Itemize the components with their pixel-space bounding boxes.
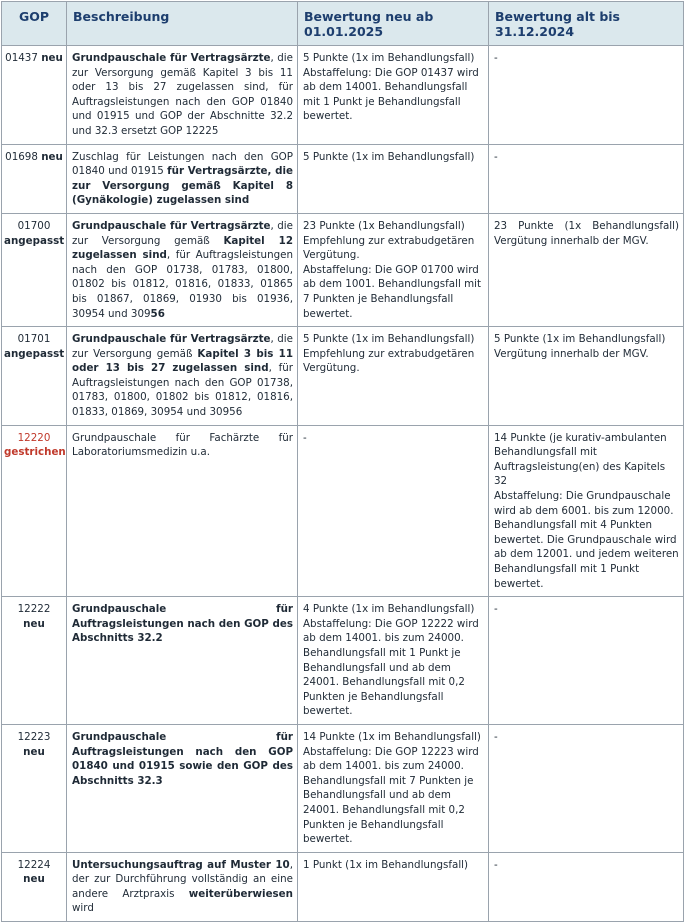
description-text: Grundpauschale für Fachärzte für Laboratoriumsmedizin u.a. <box>72 431 293 459</box>
bewertung-alt-cell: - <box>489 597 684 725</box>
gop-cell <box>2 213 67 326</box>
gop-cell <box>2 724 67 852</box>
gop-code: 12224 <box>17 858 51 871</box>
bewertung-neu-cell: 5 Punkte (1x im Behandlungsfall) Abstaffelung: Die GOP 01437 wird ab dem 14001. Behandlungsfall mit 1 Punkt je Behandlungsfall bewertet. <box>298 46 489 145</box>
bewertung-neu-cell: 23 Punkte (1x Behandlungsfall) Empfehlung zur extrabudgetären Vergütung. Abstaffelung: Die GOP 01700 wird ab dem 1001. Behandlungsfall mit 7 Punkten je Behandlungsfall bewertet. <box>298 213 489 326</box>
table-header <box>2 2 684 46</box>
gop-status: angepasst <box>4 347 65 360</box>
gop-table <box>1 1 684 922</box>
gop-status: neu <box>23 745 45 758</box>
table-row <box>2 144 684 213</box>
description-cell <box>67 724 298 852</box>
description-cell <box>67 144 298 213</box>
gop-code: 12220 <box>17 431 51 444</box>
bewertung-alt-cell: - <box>489 144 684 213</box>
header-bewertung-neu: Bewertung neu ab 01.01.2025 <box>298 2 489 46</box>
gop-status: angepasst <box>4 234 65 247</box>
gop-code: 01700 <box>17 219 51 232</box>
description-bold-text: Kapitel 12 zugelassen sind <box>72 234 293 262</box>
bewertung-neu-cell: 1 Punkt (1x im Behandlungsfall) <box>298 852 489 921</box>
table-row <box>2 852 684 921</box>
gop-code: 12223 <box>17 730 51 743</box>
gop-code: 12222 <box>17 603 51 616</box>
gop-cell <box>2 425 67 597</box>
description-bold-text: Grundpauschale für Vertragsärzte <box>72 52 271 64</box>
gop-cell <box>2 46 67 145</box>
description-text: Zuschlag für Leistungen nach den GOP 01840 und 01915 <box>72 150 293 178</box>
description-bold-text: Grundpauschale für Vertragsärzte <box>72 219 271 232</box>
header-gop: GOP <box>2 2 67 46</box>
description-text: , für Auftragsleistungen nach den GOP 01738, 01783, 01800, 01802 bis 01812, 01816, 01833, 01869, 30954 und 30956 <box>72 362 293 419</box>
description-cell <box>67 327 298 426</box>
description-bold-text: für Vertragsärzte, die zur Versorgung gemäß Kapitel 8 (Gynäkologie) zugelassen sind <box>72 165 294 207</box>
gop-cell <box>2 327 67 426</box>
gop-code: 01701 <box>17 333 51 346</box>
header-beschreibung: Beschreibung <box>67 2 298 46</box>
table-row <box>2 724 684 852</box>
bewertung-neu-cell: 5 Punkte (1x im Behandlungsfall) Empfehlung zur extrabudgetären Vergütung. <box>298 327 489 426</box>
description-cell <box>67 425 298 597</box>
description-text: , die zur Versorgung gemäß Kapitel 3 bis 11 oder 13 bis 27 zugelassen sind, für Auftragsleistungen nach den GOP 01840 und 01915 und GOP der Abschnitte 32.2 und 32.3 ersetzt GOP 12225 <box>72 52 294 137</box>
gop-code: 01698 <box>5 150 38 163</box>
bewertung-alt-cell: 23 Punkte (1x Behandlungsfall) Vergütung innerhalb der MGV. <box>489 213 684 326</box>
gop-cell <box>2 597 67 725</box>
gop-cell <box>2 144 67 213</box>
table-row <box>2 425 684 597</box>
description-text: , für Auftragsleistungen nach den GOP 01738, 01783, 01800, 01802 bis 01812, 01816, 01833, 01865 bis 01867, 01869, 01930 bis 01936, 30954 und 309 <box>72 249 293 320</box>
bewertung-alt-cell: 14 Punkte (je kurativ-ambulanten Behandlungsfall mit Auftragsleistung(en) des Kapitels 32 Abstaffelung: Die Grundpauschale wird ab dem 6001. bis zum 12000. Behandlungsfall mit 4 Punkten bewertet. Die Grundpauschale wird ab dem 12001. und jedem weiteren Behandlungsfall mit 1 Punkt bewertet. <box>489 425 684 597</box>
bewertung-neu-cell: 5 Punkte (1x im Behandlungsfall) <box>298 144 489 213</box>
table-body <box>2 46 684 922</box>
header-row <box>2 2 684 46</box>
table-row <box>2 213 684 326</box>
description-cell <box>67 213 298 326</box>
table-row <box>2 327 684 426</box>
bewertung-alt-cell: - <box>489 46 684 145</box>
gop-cell <box>2 852 67 921</box>
description-cell <box>67 46 298 145</box>
bewertung-neu-cell: 4 Punkte (1x im Behandlungsfall) Abstaffelung: Die GOP 12222 wird ab dem 14001. bis zum 24000. Behandlungsfall mit 1 Punkt je Behandlungsfall und ab dem 24001. Behandlungsfall mit 0,2 Punkten je Behandlungsfall bewertet. <box>298 597 489 725</box>
description-bold-text: Untersuchungsauftrag auf Muster 10 <box>72 858 290 871</box>
bewertung-alt-cell: 5 Punkte (1x im Behandlungsfall) Vergütung innerhalb der MGV. <box>489 327 684 426</box>
description-text: , der zur Durchführung vollständig an eine andere Arztpraxis <box>72 858 293 900</box>
description-bold-text: Grundpauschale für Vertragsärzte <box>72 333 271 346</box>
bewertung-neu-cell: 14 Punkte (1x im Behandlungsfall) Abstaffelung: Die GOP 12223 wird ab dem 14001. bis zum 24000. Behandlungsfall mit 7 Punkten je Behandlungsfall und ab dem 24001. Behandlungsfall mit 0,2 Punkten je Behandlungsfall bewertet. <box>298 724 489 852</box>
description-text: , die zur Versorgung gemäß <box>72 333 294 360</box>
description-text: wird <box>72 902 94 915</box>
description-bold-text: weiterüberwiesen <box>188 887 293 900</box>
gop-status: neu <box>41 52 63 64</box>
gop-status: gestrichen <box>4 446 66 459</box>
description-bold-text: Kapitel 3 bis 11 oder 13 bis 27 zugelassen sind <box>72 347 293 375</box>
gop-status: neu <box>41 150 63 163</box>
bewertung-alt-cell: - <box>489 852 684 921</box>
table-row <box>2 597 684 725</box>
description-bold-text: Grundpauschale für Auftragsleistungen nach den GOP 01840 und 01915 sowie den GOP des Abschnitts 32.3 <box>72 730 293 787</box>
bewertung-alt-cell: - <box>489 724 684 852</box>
header-bewertung-alt: Bewertung alt bis 31.12.2024 <box>489 2 684 46</box>
table-row <box>2 46 684 145</box>
description-cell <box>67 852 298 921</box>
gop-code: 01437 <box>5 52 38 64</box>
description-text: , die zur Versorgung gemäß <box>72 219 294 247</box>
description-bold-text: Grundpauschale für Auftragsleistungen nach den GOP des Abschnitts 32.2 <box>72 603 293 645</box>
description-cell <box>67 597 298 725</box>
gop-status: neu <box>23 617 45 630</box>
gop-status: neu <box>23 873 45 886</box>
description-bold-text: 56 <box>150 307 165 320</box>
bewertung-neu-cell: - <box>298 425 489 597</box>
